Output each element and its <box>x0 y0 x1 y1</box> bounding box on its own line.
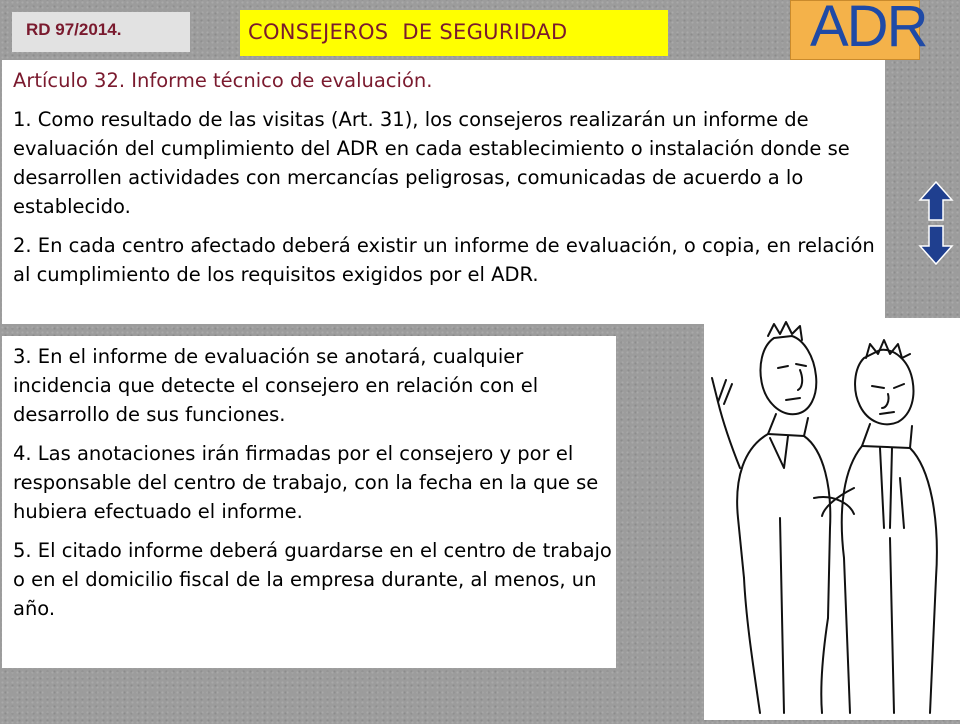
adr-logo-text: ADR <box>810 0 927 59</box>
article-title: Artículo 32. Informe técnico de evaluación. <box>13 69 433 92</box>
article-paragraph-3: 3. En el informe de evaluación se anotará, cualquier incidencia que detecte el consejero en relación con el desarrollo de sus funciones. <box>13 345 539 426</box>
slide-title <box>240 10 668 56</box>
left-man-figure <box>712 322 854 713</box>
article-paragraph-2: 2. En cada centro afectado deberá existir un informe de evaluación, o copia, en relación al cumplimiento de los requisitos exigidos por el ADR. <box>13 234 875 286</box>
article-paragraph-4: 4. Las anotaciones irán firmadas por el consejero y por el responsable del centro de trabajo, con la fecha en la que se hubiera efectuado el informe. <box>13 442 599 523</box>
article-paragraph-5: 5. El citado informe deberá guardarse en el centro de trabajo o en el domicilio fiscal de la empresa durante, al menos, un año. <box>13 539 612 620</box>
right-man-figure <box>822 340 937 713</box>
slide-title-text: CONSEJEROS DE SEGURIDAD <box>248 20 568 44</box>
cartoon-illustration <box>704 318 960 720</box>
slide-navigation <box>918 180 954 266</box>
article-panel-top <box>2 60 885 324</box>
article-paragraph-1: 1. Como resultado de las visitas (Art. 31), los consejeros realizarán un informe de evaluación del cumplimiento del ADR en cada establecimiento o instalación donde se desarrollen actividades con mercancías peligrosas, comunicadas de acuerdo a lo establecido. <box>13 108 850 218</box>
arrow-up-icon[interactable] <box>920 182 952 220</box>
adr-logo <box>790 0 927 60</box>
reference-text: RD 97/2014. <box>26 20 122 39</box>
article-panel-bottom <box>2 336 616 668</box>
reference-label <box>12 12 190 52</box>
arrow-down-icon[interactable] <box>920 226 952 264</box>
